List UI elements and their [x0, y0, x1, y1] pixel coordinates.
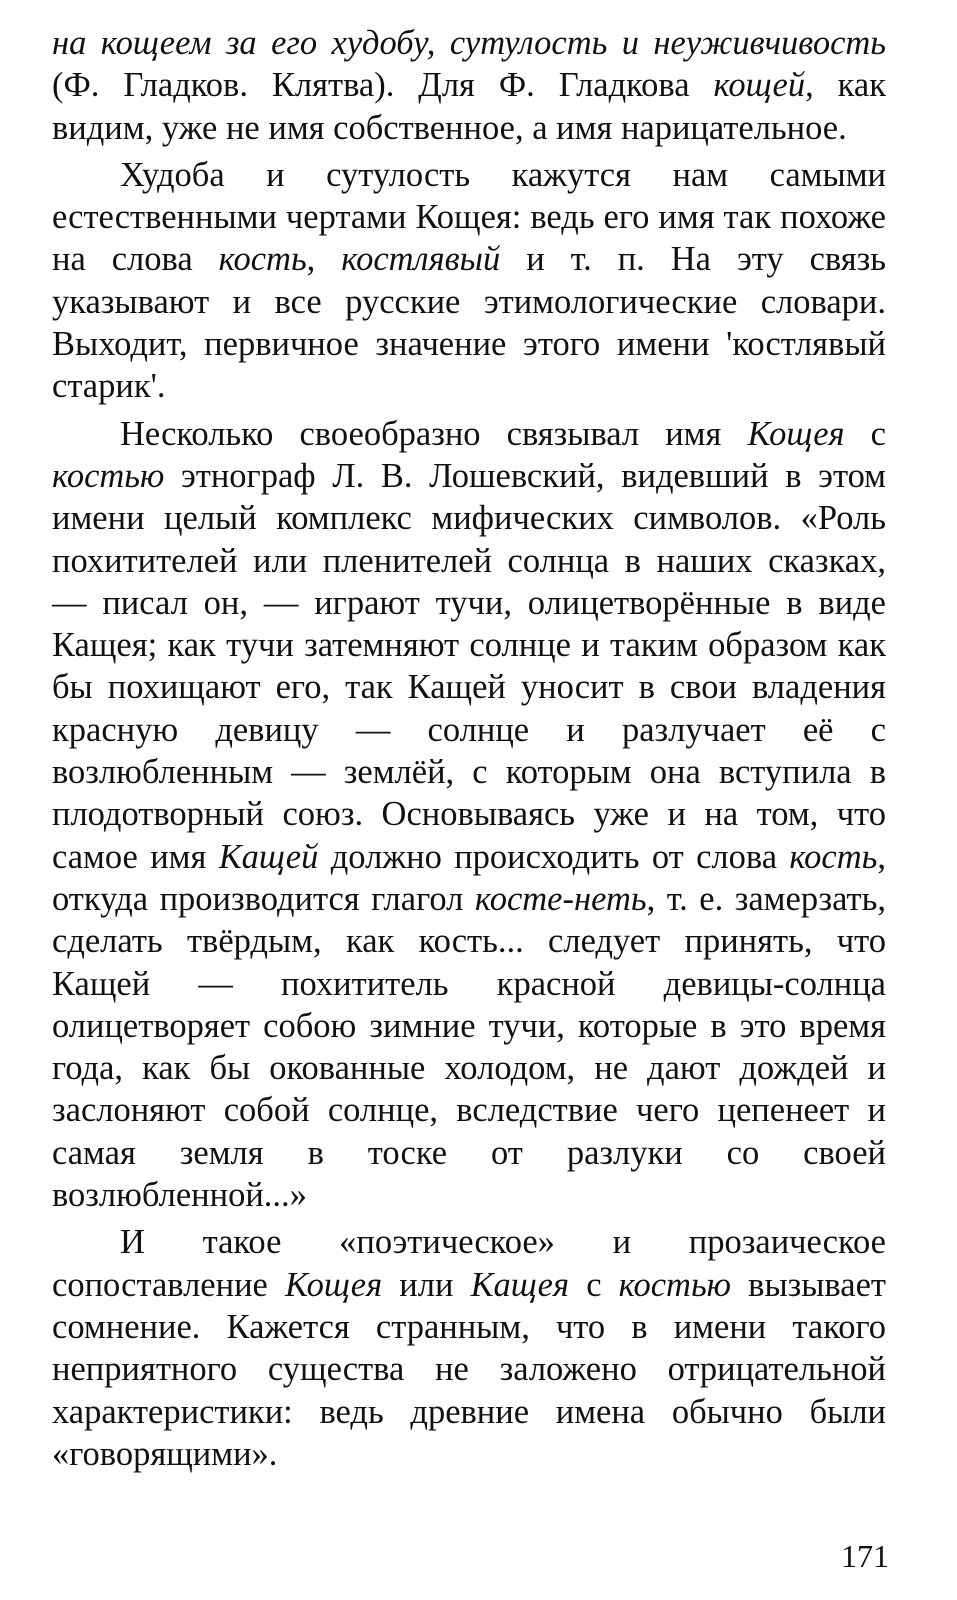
- text-run: Несколько своеобразно связывал имя: [120, 414, 748, 453]
- italic-term: Кащей: [218, 837, 319, 876]
- text-run: и т. п. На эту связь указывают и все русские этимологические словари. Выходит, первичное значение этого имени 'костлявый старик'.: [52, 240, 886, 406]
- italic-term: кощей: [713, 66, 806, 105]
- text-run: , откуда производится глагол: [52, 837, 886, 918]
- text-run: вызывает сомнение. Кажется странным, что в имени такого неприятного существа не заложено отрицательной характеристики: ведь древние имена обычно были «говорящими».: [52, 1265, 886, 1473]
- text-run: ,: [306, 240, 342, 279]
- text-run: с: [569, 1265, 619, 1304]
- text-run: должно происходить от слова: [318, 837, 790, 876]
- italic-term: костлявый: [341, 240, 501, 279]
- page-body: [52, 22, 886, 1475]
- text-run: , т. е. замерзать, сделать твёрдым, как кость... следует принять, что Кащей — похититель красной девицы-солнца олицетворяет собою зимние тучи, которые в это время года, как бы окованные холодом, не дают дождей и заслоняют собой солнце, вследствие чего цепенеет и самая земля в тоске от разлуки со своей возлюбленной...»: [52, 879, 886, 1215]
- italic-term: костью: [52, 456, 165, 495]
- text-run: (Ф. Гладков. Клятва). Для Ф. Гладкова: [52, 66, 714, 105]
- paragraph-2: [52, 154, 886, 408]
- text-run: Худоба и сутулость кажутся нам самыми естественными чертами Кощея: ведь его имя так похоже на слова: [52, 155, 886, 279]
- text-run: с: [844, 414, 886, 453]
- paragraph-3: [52, 413, 886, 1217]
- paragraph-4: [52, 1221, 886, 1475]
- italic-term: кость: [789, 837, 878, 876]
- text-run: или: [382, 1265, 471, 1304]
- text-run: , как видим, уже не имя собственное, а имя нарицательное.: [52, 66, 886, 147]
- text-run: И такое «поэтическое» и прозаическое сопоставление: [52, 1223, 886, 1304]
- paragraph-1: [52, 22, 886, 149]
- italic-term: Кощея: [747, 414, 845, 453]
- italic-term: Кощея: [285, 1265, 383, 1304]
- page-number: 171: [841, 1538, 889, 1574]
- text-run: этнограф Л. В. Лошевский, видевший в этом имени целый комплекс мифических символов. «Роль похитителей или пленителей солнца в наших сказках, — писал он, — играют тучи, олицетворённые в виде Кащея; как тучи затемняют солнце и таким образом как бы похищают его, так Кащей уносит в свои владения красную девицу — солнце и разлучает её с возлюбленным — землёй, с которым она вступила в плодотворный союз. Основываясь уже и на том, что самое имя: [52, 456, 886, 876]
- italic-term: Кащея: [470, 1265, 570, 1304]
- italic-term: костью: [618, 1265, 731, 1304]
- italic-term: на кощеем за его худобу, сутулость и неуживчивость: [52, 24, 886, 62]
- italic-term: косте-неть: [474, 879, 647, 918]
- italic-term: кость: [218, 240, 307, 279]
